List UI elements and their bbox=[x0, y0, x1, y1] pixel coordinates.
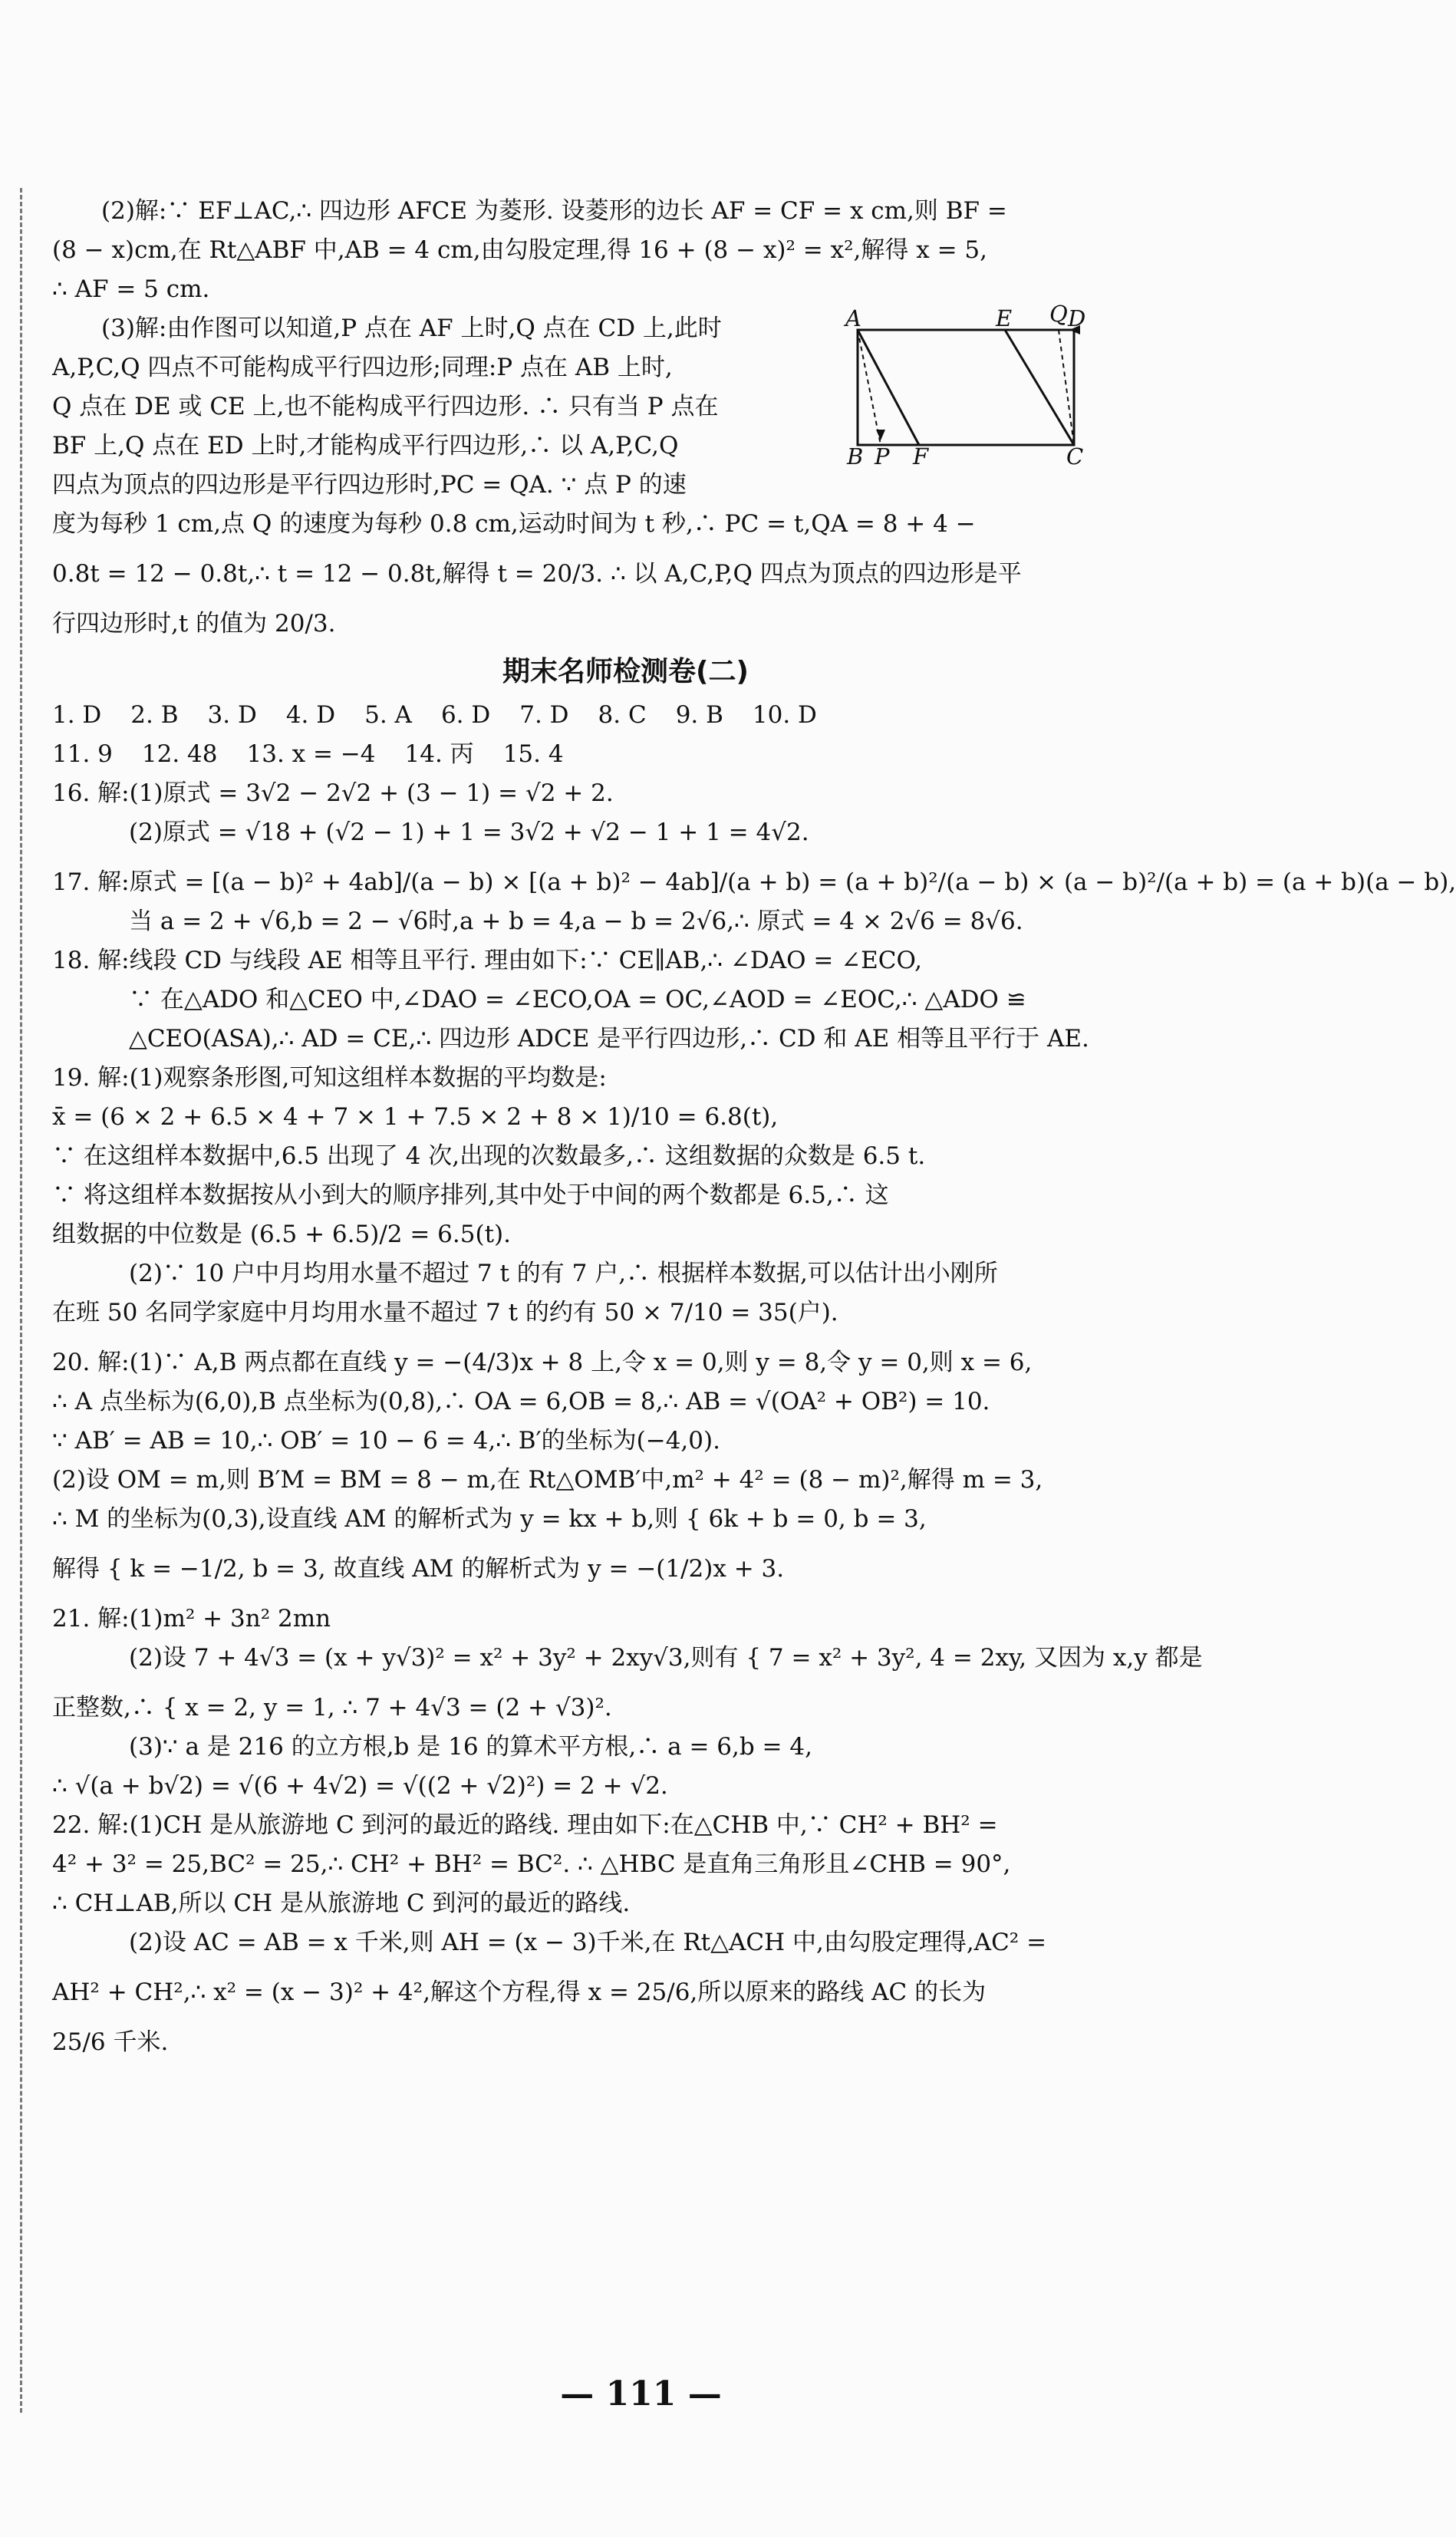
text-line: 组数据的中位数是 (6.5 + 6.5)/2 = 6.5(t). bbox=[52, 1221, 511, 1248]
text-line: x̄ = (6 × 2 + 6.5 × 4 + 7 × 1 + 7.5 × 2 + 8 × 1)/10 = 6.8(t), bbox=[52, 1103, 779, 1131]
segment-af bbox=[858, 330, 919, 445]
text-line: BF 上,Q 点在 ED 上时,才能构成平行四边形,∴ 以 A,P,C,Q bbox=[52, 432, 679, 460]
text-line: 解得 { k = −1/2, b = 3, 故直线 AM 的解析式为 y = −(1/2)x + 3. bbox=[52, 1555, 785, 1583]
text-line: ∵ 在△ADO 和△CEO 中,∠DAO = ∠ECO,OA = OC,∠AOD = ∠EOC,∴ △ADO ≌ bbox=[129, 986, 1026, 1013]
segment-ec bbox=[1005, 330, 1074, 445]
text-line: (3)∵ a 是 216 的立方根,b 是 16 的算术平方根,∴ a = 6,b = 4, bbox=[129, 1733, 812, 1761]
text-line: ∵ AB′ = AB = 10,∴ OB′ = 10 − 6 = 4,∴ B′的坐标为(−4,0). bbox=[52, 1427, 720, 1455]
text-line: 18. 解:线段 CD 与线段 AE 相等且平行. 理由如下:∵ CE∥AB,∴ ∠DAO = ∠ECO, bbox=[52, 947, 922, 974]
text-line: ∵ 在这组样本数据中,6.5 出现了 4 次,出现的次数最多,∴ 这组数据的众数是 6.5 t. bbox=[52, 1142, 926, 1170]
answer-page-content bbox=[52, 192, 1456, 2062]
answer-item: 5. A bbox=[364, 701, 412, 729]
text-line: 度为每秒 1 cm,点 Q 的速度为每秒 0.8 cm,运动时间为 t 秒,∴ PC = t,QA = 8 + 4 − bbox=[52, 510, 976, 538]
answer-item: 2. B bbox=[130, 701, 179, 729]
text-line: AH² + CH²,∴ x² = (x − 3)² + 4²,解这个方程,得 x = 25/6,所以原来的路线 AC 的长为 bbox=[52, 1979, 987, 2006]
label-q: Q bbox=[1049, 301, 1068, 327]
answer-item: 7. D bbox=[519, 701, 569, 729]
rectangle-figure bbox=[844, 301, 1086, 470]
text-line: 17. 解:原式 = [(a − b)² + 4ab]/(a − b) × [(a + b)² − 4ab]/(a + b) = (a + b)²/(a − b) × (a − b)²/(a + b) = (a + b)(a − b), bbox=[52, 868, 1456, 896]
section-title: 期末名师检测卷(二) bbox=[502, 656, 749, 687]
text-line: (2)∵ 10 户中月均用水量不超过 7 t 的有 7 户,∴ 根据样本数据,可以估计出小刚所 bbox=[129, 1260, 998, 1287]
text-line: 四点为顶点的四边形是平行四边形时,PC = QA. ∵ 点 P 的速 bbox=[52, 471, 687, 499]
text-line: ∴ M 的坐标为(0,3),设直线 AM 的解析式为 y = kx + b,则 { 6k + b = 0, b = 3, bbox=[52, 1505, 927, 1533]
text-line: (3)解:由作图可以知道,P 点在 AF 上时,Q 点在 CD 上,此时 bbox=[101, 315, 722, 342]
label-e: E bbox=[996, 305, 1013, 331]
answer-item: 4. D bbox=[285, 701, 336, 729]
arrow-p bbox=[876, 430, 885, 440]
text-line: (2)设 7 + 4√3 = (x + y√3)² = x² + 3y² + 2xy√3,则有 { 7 = x² + 3y², 4 = 2xy, 又因为 x,y 都是 bbox=[129, 1644, 1203, 1672]
answer-item: 13. x = −4 bbox=[246, 740, 376, 768]
text-line: △CEO(ASA),∴ AD = CE,∴ 四边形 ADCE 是平行四边形,∴ CD 和 AE 相等且平行于 AE. bbox=[129, 1025, 1089, 1053]
page-number: — 111 — bbox=[560, 2374, 722, 2413]
answer-item: 9. B bbox=[675, 701, 723, 729]
text-line: 22. 解:(1)CH 是从旅游地 C 到河的最近的路线. 理由如下:在△CHB 中,∵ CH² + BH² = bbox=[52, 1811, 998, 1839]
segment-ap bbox=[858, 330, 881, 445]
answer-item: 10. D bbox=[752, 701, 817, 729]
text-line: (2)解:∵ EF⊥AC,∴ 四边形 AFCE 为菱形. 设菱形的边长 AF = CF = x cm,则 BF = bbox=[101, 197, 1007, 225]
text-line: 25/6 千米. bbox=[52, 2028, 169, 2056]
text-line: (2)原式 = √18 + (√2 − 1) + 1 = 3√2 + √2 − 1 + 1 = 4√2. bbox=[129, 819, 809, 846]
text-line: 19. 解:(1)观察条形图,可知这组样本数据的平均数是: bbox=[52, 1064, 607, 1092]
binding-cut-line bbox=[20, 188, 22, 2413]
text-line: 16. 解:(1)原式 = 3√2 − 2√2 + (3 − 1) = √2 + 2. bbox=[52, 779, 614, 807]
label-c: C bbox=[1066, 443, 1084, 470]
text-line: 4² + 3² = 25,BC² = 25,∴ CH² + BH² = BC². ∴ △HBC 是直角三角形且∠CHB = 90°, bbox=[52, 1850, 1011, 1878]
rectangle-abcd bbox=[858, 330, 1074, 445]
label-d: D bbox=[1068, 305, 1086, 331]
text-line: 在班 50 名同学家庭中月均用水量不超过 7 t 的约有 50 × 7/10 = 35(户). bbox=[52, 1299, 838, 1326]
answer-item: 8. C bbox=[598, 701, 647, 729]
text-line: (8 − x)cm,在 Rt△ABF 中,AB = 4 cm,由勾股定理,得 16 + (8 − x)² = x²,解得 x = 5, bbox=[52, 236, 987, 264]
text-line: ∴ AF = 5 cm. bbox=[52, 275, 210, 303]
text-line: 20. 解:(1)∵ A,B 两点都在直线 y = −(4/3)x + 8 上,令 x = 0,则 y = 8,令 y = 0,则 x = 6, bbox=[52, 1349, 1033, 1376]
text-line: ∵ 将这组样本数据按从小到大的顺序排列,其中处于中间的两个数都是 6.5,∴ 这 bbox=[52, 1181, 889, 1209]
text-line: ∴ CH⊥AB,所以 CH 是从旅游地 C 到河的最近的路线. bbox=[52, 1890, 631, 1917]
label-f: F bbox=[913, 443, 929, 470]
label-b: B bbox=[847, 443, 864, 470]
answer-item: 11. 9 bbox=[52, 740, 113, 768]
text-line: (2)设 AC = AB = x 千米,则 AH = (x − 3)千米,在 Rt△ACH 中,由勾股定理得,AC² = bbox=[129, 1929, 1047, 1956]
text-line: 正整数,∴ { x = 2, y = 1, ∴ 7 + 4√3 = (2 + √3)². bbox=[52, 1694, 612, 1722]
answer-item: 1. D bbox=[52, 701, 102, 729]
text-line: ∴ A 点坐标为(6,0),B 点坐标为(0,8),∴ OA = 6,OB = 8,∴ AB = √(OA² + OB²) = 10. bbox=[52, 1388, 990, 1415]
fill-answers-row bbox=[52, 735, 1199, 774]
choice-answers-row bbox=[52, 696, 1199, 735]
label-p: P bbox=[875, 443, 890, 470]
text-line: 行四边形时,t 的值为 20/3. bbox=[52, 610, 336, 638]
previous-solution-block bbox=[52, 192, 1007, 505]
text-line: Q 点在 DE 或 CE 上,也不能构成平行四边形. ∴ 只有当 P 点在 bbox=[52, 393, 719, 420]
text-line: ∴ √(a + b√2) = √(6 + 4√2) = √((2 + √2)²) = 2 + √2. bbox=[52, 1772, 668, 1800]
text-line: 当 a = 2 + √6,b = 2 − √6时,a + b = 4,a − b = 2√6,∴ 原式 = 4 × 2√6 = 8√6. bbox=[129, 908, 1023, 935]
answer-item: 15. 4 bbox=[502, 740, 564, 768]
segment-qc bbox=[1059, 330, 1074, 445]
label-a: A bbox=[845, 305, 861, 331]
text-line: 21. 解:(1)m² + 3n² 2mn bbox=[52, 1605, 331, 1633]
answer-item: 12. 48 bbox=[141, 740, 218, 768]
answer-item: 14. 丙 bbox=[404, 740, 474, 768]
text-line: (2)设 OM = m,则 B′M = BM = 8 − m,在 Rt△OMB′中,m² + 4² = (8 − m)²,解得 m = 3, bbox=[52, 1466, 1043, 1494]
answer-item: 3. D bbox=[207, 701, 257, 729]
answer-item: 6. D bbox=[440, 701, 491, 729]
text-line: 0.8t = 12 − 0.8t,∴ t = 12 − 0.8t,解得 t = 20/3. ∴ 以 A,C,P,Q 四点为顶点的四边形是平 bbox=[52, 560, 1022, 588]
text-line: A,P,C,Q 四点不可能构成平行四边形;同理:P 点在 AB 上时, bbox=[52, 354, 673, 381]
